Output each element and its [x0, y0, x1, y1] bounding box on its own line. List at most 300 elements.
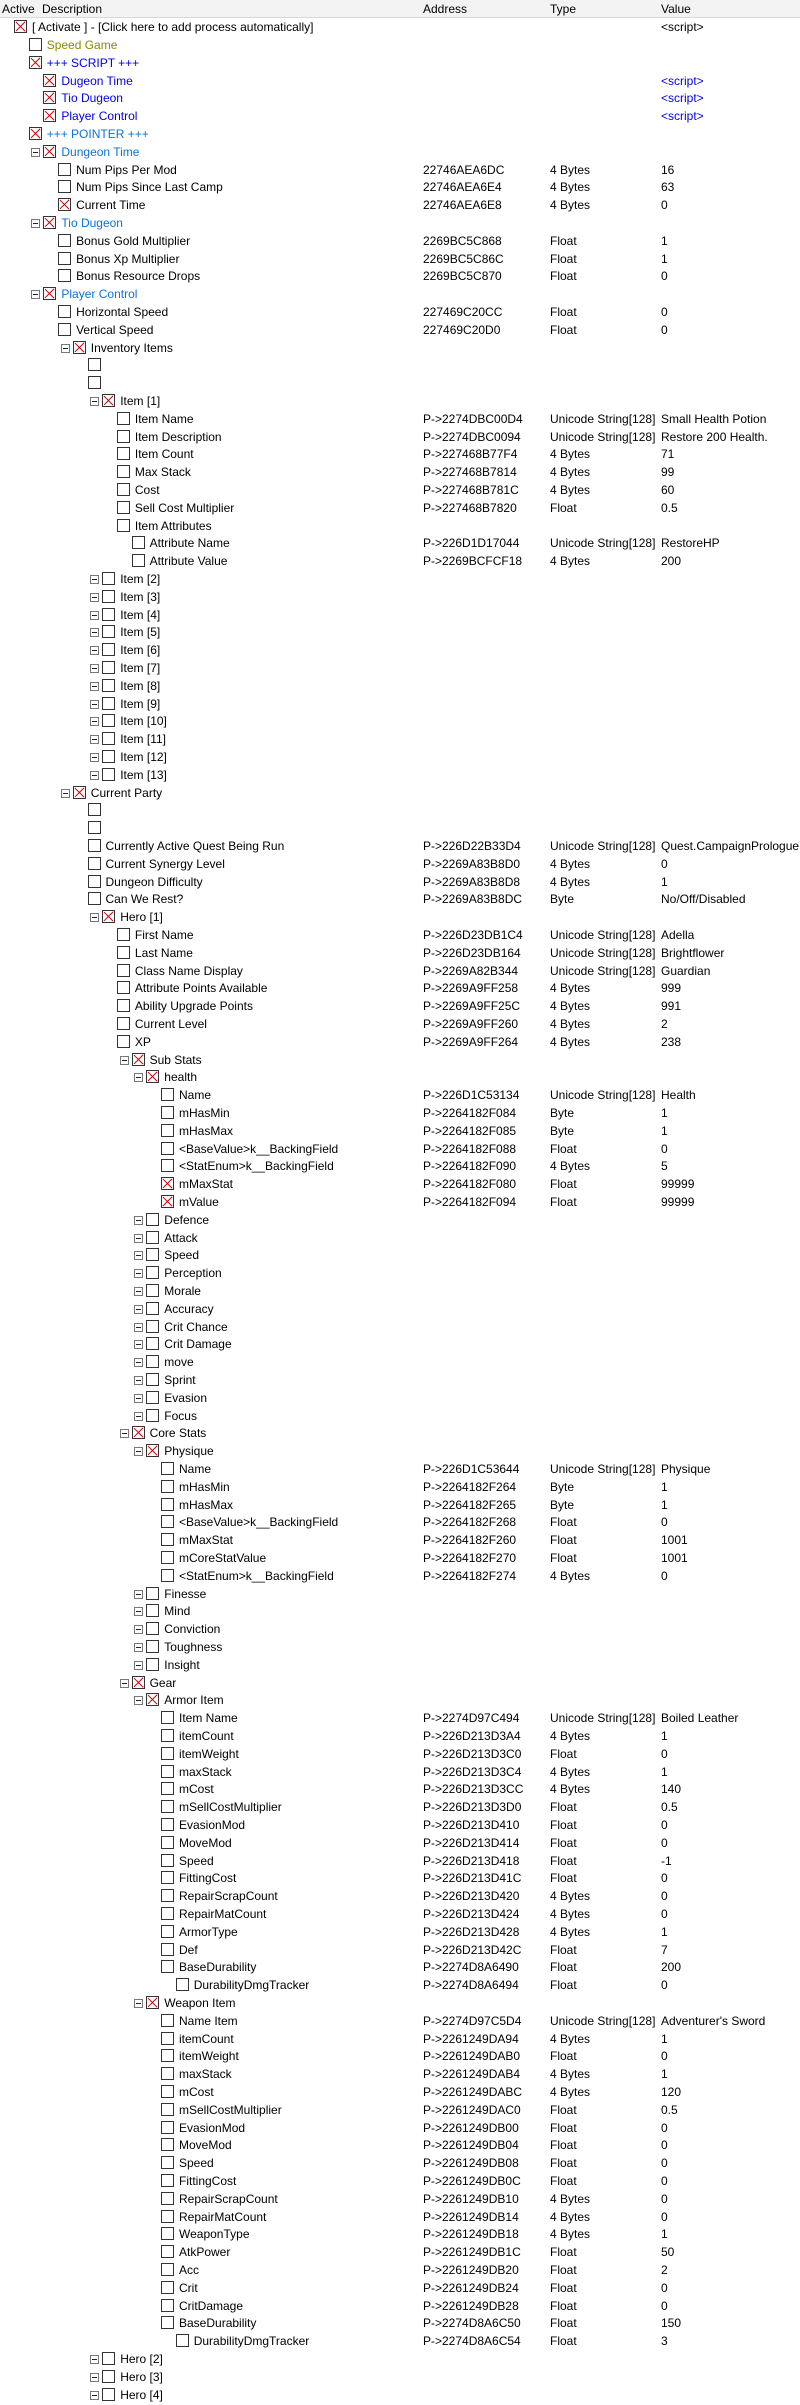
- active-checkbox[interactable]: [58, 163, 71, 176]
- row-value[interactable]: 0.5: [661, 500, 678, 515]
- active-checkbox[interactable]: [161, 1195, 174, 1208]
- table-row[interactable]: [0, 2208, 800, 2226]
- active-checkbox[interactable]: [161, 1836, 174, 1849]
- active-checkbox[interactable]: [88, 803, 101, 816]
- active-checkbox[interactable]: [102, 2352, 115, 2365]
- active-checkbox[interactable]: [146, 1213, 159, 1226]
- active-checkbox[interactable]: [161, 2014, 174, 2027]
- active-checkbox[interactable]: [117, 412, 130, 425]
- table-row[interactable]: [0, 659, 800, 677]
- collapse-icon[interactable]: [134, 1251, 143, 1260]
- table-row[interactable]: [0, 1709, 800, 1727]
- row-value[interactable]: 0: [661, 305, 668, 319]
- table-row[interactable]: [0, 339, 800, 357]
- row-value[interactable]: 99999: [661, 1177, 695, 1192]
- row-value[interactable]: Brightflower: [661, 945, 725, 960]
- row-value[interactable]: Restore 200 Health.: [661, 429, 768, 444]
- active-checkbox[interactable]: [88, 376, 101, 389]
- table-row[interactable]: [0, 819, 800, 837]
- active-checkbox[interactable]: [161, 2121, 174, 2134]
- row-value[interactable]: 1: [661, 251, 668, 266]
- collapse-icon[interactable]: [134, 1340, 143, 1349]
- column-description[interactable]: Description: [42, 2, 103, 16]
- row-value[interactable]: 1001: [661, 1551, 688, 1565]
- active-checkbox[interactable]: [102, 643, 115, 656]
- collapse-icon[interactable]: [134, 1643, 143, 1652]
- active-checkbox[interactable]: [161, 1106, 174, 1119]
- table-row[interactable]: [0, 1335, 800, 1353]
- column-value[interactable]: Value: [661, 2, 691, 16]
- table-row[interactable]: [0, 499, 800, 517]
- row-value[interactable]: Health: [661, 1088, 696, 1103]
- active-checkbox[interactable]: [161, 2138, 174, 2151]
- row-value[interactable]: 200: [661, 554, 682, 569]
- collapse-icon[interactable]: [90, 664, 99, 673]
- collapse-icon[interactable]: [134, 1447, 143, 1456]
- active-checkbox[interactable]: [117, 999, 130, 1012]
- row-value[interactable]: <script>: [661, 91, 704, 106]
- row-value[interactable]: 0: [661, 269, 668, 284]
- collapse-icon[interactable]: [31, 290, 40, 299]
- row-value[interactable]: 1: [661, 1106, 668, 1120]
- active-checkbox[interactable]: [146, 1640, 159, 1653]
- active-checkbox[interactable]: [161, 2032, 174, 2045]
- active-checkbox[interactable]: [58, 305, 71, 318]
- row-value[interactable]: 991: [661, 999, 682, 1014]
- collapse-icon[interactable]: [120, 1429, 129, 1438]
- active-checkbox[interactable]: [58, 269, 71, 282]
- table-row[interactable]: [0, 1175, 800, 1193]
- row-value[interactable]: 0: [661, 1835, 668, 1850]
- table-row[interactable]: [0, 2172, 800, 2190]
- active-checkbox[interactable]: [117, 964, 130, 977]
- active-checkbox[interactable]: [102, 661, 115, 674]
- active-checkbox[interactable]: [161, 1729, 174, 1742]
- table-row[interactable]: [0, 250, 800, 268]
- active-checkbox[interactable]: [102, 590, 115, 603]
- table-row[interactable]: [0, 1051, 800, 1069]
- row-value[interactable]: 1: [661, 1924, 668, 1939]
- active-checkbox[interactable]: [146, 1302, 159, 1315]
- row-value[interactable]: 1: [661, 1479, 668, 1494]
- table-row[interactable]: [0, 303, 800, 321]
- collapse-icon[interactable]: [134, 1394, 143, 1403]
- active-checkbox[interactable]: [161, 2085, 174, 2098]
- row-value[interactable]: 1: [661, 2067, 668, 2082]
- row-value[interactable]: 0: [661, 1978, 668, 1993]
- active-checkbox[interactable]: [161, 1818, 174, 1831]
- collapse-icon[interactable]: [90, 717, 99, 726]
- active-checkbox[interactable]: [161, 2299, 174, 2312]
- row-value[interactable]: 60: [661, 483, 675, 497]
- active-checkbox[interactable]: [132, 1426, 145, 1439]
- collapse-icon[interactable]: [134, 1696, 143, 1705]
- table-row[interactable]: [0, 1407, 800, 1425]
- row-value[interactable]: 99: [661, 465, 675, 480]
- active-checkbox[interactable]: [146, 1337, 159, 1350]
- row-value[interactable]: RestoreHP: [661, 536, 720, 551]
- row-value[interactable]: 2: [661, 1017, 668, 1031]
- collapse-icon[interactable]: [90, 2391, 99, 2400]
- row-value[interactable]: 16: [661, 162, 675, 177]
- active-checkbox[interactable]: [161, 2192, 174, 2205]
- table-row[interactable]: [0, 1264, 800, 1282]
- table-row[interactable]: [0, 1246, 800, 1264]
- active-checkbox[interactable]: [161, 2067, 174, 2080]
- table-row[interactable]: [0, 552, 800, 570]
- row-value[interactable]: 120: [661, 2085, 682, 2099]
- row-value[interactable]: 0: [661, 2138, 668, 2153]
- table-row[interactable]: [0, 2065, 800, 2083]
- collapse-icon[interactable]: [134, 1073, 143, 1082]
- collapse-icon[interactable]: [90, 397, 99, 406]
- table-row[interactable]: [0, 1068, 800, 1086]
- table-row[interactable]: [0, 766, 800, 784]
- active-checkbox[interactable]: [43, 216, 56, 229]
- table-row[interactable]: [0, 18, 800, 36]
- row-value[interactable]: -1: [661, 1853, 672, 1868]
- active-checkbox[interactable]: [161, 2245, 174, 2258]
- active-checkbox[interactable]: [146, 1444, 159, 1457]
- table-row[interactable]: [0, 2368, 800, 2386]
- table-row[interactable]: [0, 1478, 800, 1496]
- table-row[interactable]: [0, 1033, 800, 1051]
- active-checkbox[interactable]: [88, 857, 101, 870]
- row-value[interactable]: 0: [661, 2156, 668, 2171]
- active-checkbox[interactable]: [146, 1622, 159, 1635]
- table-row[interactable]: [0, 2012, 800, 2030]
- active-checkbox[interactable]: [161, 2103, 174, 2116]
- active-checkbox[interactable]: [146, 1373, 159, 1386]
- row-value[interactable]: 1: [661, 1729, 668, 1743]
- table-row[interactable]: [0, 2119, 800, 2137]
- table-row[interactable]: [0, 623, 800, 641]
- collapse-icon[interactable]: [90, 735, 99, 744]
- active-checkbox[interactable]: [161, 1800, 174, 1813]
- row-value[interactable]: <script>: [661, 109, 704, 124]
- collapse-icon[interactable]: [134, 1305, 143, 1314]
- active-checkbox[interactable]: [102, 625, 115, 638]
- table-row[interactable]: [0, 1994, 800, 2012]
- row-value[interactable]: Small Health Potion: [661, 411, 767, 426]
- table-row[interactable]: [0, 944, 800, 962]
- table-row[interactable]: [0, 1549, 800, 1567]
- table-row[interactable]: [0, 517, 800, 535]
- active-checkbox[interactable]: [161, 1088, 174, 1101]
- active-checkbox[interactable]: [161, 2281, 174, 2294]
- row-value[interactable]: 7: [661, 1942, 668, 1957]
- row-value[interactable]: 0: [661, 1746, 668, 1761]
- row-value[interactable]: 0: [661, 1568, 668, 1583]
- row-value[interactable]: 0: [661, 322, 668, 337]
- column-type[interactable]: Type: [550, 2, 577, 16]
- active-checkbox[interactable]: [117, 483, 130, 496]
- table-row[interactable]: [0, 1282, 800, 1300]
- row-value[interactable]: 0: [661, 856, 668, 871]
- table-row[interactable]: [0, 1585, 800, 1603]
- table-row[interactable]: [0, 2190, 800, 2208]
- table-row[interactable]: [0, 1780, 800, 1798]
- row-value[interactable]: No/Off/Disabled: [661, 892, 746, 907]
- row-value[interactable]: 1: [661, 1497, 668, 1512]
- active-checkbox[interactable]: [161, 1498, 174, 1511]
- table-row[interactable]: [0, 1620, 800, 1638]
- table-row[interactable]: [0, 2297, 800, 2315]
- active-checkbox[interactable]: [132, 1676, 145, 1689]
- active-checkbox[interactable]: [29, 38, 42, 51]
- active-checkbox[interactable]: [161, 2210, 174, 2223]
- active-checkbox[interactable]: [73, 786, 86, 799]
- table-row[interactable]: [0, 356, 800, 374]
- table-row[interactable]: [0, 1638, 800, 1656]
- collapse-icon[interactable]: [90, 2355, 99, 2364]
- active-checkbox[interactable]: [102, 2388, 115, 2401]
- active-checkbox[interactable]: [161, 2227, 174, 2240]
- active-checkbox[interactable]: [161, 2156, 174, 2169]
- row-value[interactable]: Physique: [661, 1462, 711, 1476]
- table-row[interactable]: [0, 997, 800, 1015]
- active-checkbox[interactable]: [102, 394, 115, 407]
- collapse-icon[interactable]: [90, 771, 99, 780]
- collapse-icon[interactable]: [134, 1323, 143, 1332]
- active-checkbox[interactable]: [102, 750, 115, 763]
- collapse-icon[interactable]: [134, 1999, 143, 2008]
- table-row[interactable]: [0, 1567, 800, 1585]
- table-row[interactable]: [0, 2386, 800, 2404]
- row-value[interactable]: 0: [661, 1141, 668, 1156]
- active-checkbox[interactable]: [161, 2049, 174, 2062]
- table-row[interactable]: [0, 392, 800, 410]
- collapse-icon[interactable]: [90, 682, 99, 691]
- row-value[interactable]: 238: [661, 1034, 682, 1049]
- collapse-icon[interactable]: [90, 593, 99, 602]
- table-row[interactable]: [0, 1496, 800, 1514]
- row-value[interactable]: 0: [661, 2174, 668, 2188]
- row-value[interactable]: Adventurer's Sword: [661, 2013, 766, 2028]
- table-row[interactable]: [0, 784, 800, 802]
- table-row[interactable]: [0, 1602, 800, 1620]
- active-checkbox[interactable]: [161, 1925, 174, 1938]
- active-checkbox[interactable]: [58, 234, 71, 247]
- active-checkbox[interactable]: [102, 910, 115, 923]
- table-row[interactable]: [0, 445, 800, 463]
- table-row[interactable]: [0, 1656, 800, 1674]
- table-row[interactable]: [0, 1941, 800, 1959]
- table-row[interactable]: [0, 926, 800, 944]
- active-checkbox[interactable]: [132, 554, 145, 567]
- table-row[interactable]: [0, 1816, 800, 1834]
- row-value[interactable]: 0: [661, 1907, 668, 1921]
- table-row[interactable]: [0, 1424, 800, 1442]
- table-row[interactable]: [0, 606, 800, 624]
- table-row[interactable]: [0, 463, 800, 481]
- collapse-icon[interactable]: [120, 1056, 129, 1065]
- active-checkbox[interactable]: [88, 358, 101, 371]
- table-row[interactable]: [0, 979, 800, 997]
- table-row[interactable]: [0, 1318, 800, 1336]
- table-row[interactable]: [0, 1727, 800, 1745]
- table-row[interactable]: [0, 2154, 800, 2172]
- collapse-icon[interactable]: [61, 789, 70, 798]
- active-checkbox[interactable]: [73, 341, 86, 354]
- active-checkbox[interactable]: [117, 465, 130, 478]
- table-row[interactable]: [0, 2332, 800, 2350]
- table-row[interactable]: [0, 428, 800, 446]
- active-checkbox[interactable]: [161, 1462, 174, 1475]
- table-row[interactable]: [0, 1122, 800, 1140]
- row-value[interactable]: 0: [661, 2049, 668, 2064]
- active-checkbox[interactable]: [14, 20, 27, 33]
- table-row[interactable]: [0, 908, 800, 926]
- table-row[interactable]: [0, 1976, 800, 1994]
- active-checkbox[interactable]: [117, 946, 130, 959]
- active-checkbox[interactable]: [146, 1693, 159, 1706]
- active-checkbox[interactable]: [29, 127, 42, 140]
- table-row[interactable]: [0, 2101, 800, 2119]
- row-value[interactable]: 999: [661, 981, 682, 996]
- active-checkbox[interactable]: [161, 1533, 174, 1546]
- table-row[interactable]: [0, 1211, 800, 1229]
- table-row[interactable]: [0, 2314, 800, 2332]
- table-row[interactable]: [0, 1389, 800, 1407]
- active-checkbox[interactable]: [117, 1035, 130, 1048]
- active-checkbox[interactable]: [132, 1053, 145, 1066]
- table-row[interactable]: [0, 873, 800, 891]
- table-row[interactable]: [0, 1442, 800, 1460]
- row-value[interactable]: 1001: [661, 1533, 688, 1548]
- active-checkbox[interactable]: [43, 287, 56, 300]
- collapse-icon[interactable]: [134, 1287, 143, 1296]
- active-checkbox[interactable]: [161, 2316, 174, 2329]
- row-value[interactable]: 0: [661, 1515, 668, 1530]
- collapse-icon[interactable]: [90, 575, 99, 584]
- table-row[interactable]: [0, 1086, 800, 1104]
- active-checkbox[interactable]: [102, 572, 115, 585]
- row-value[interactable]: 63: [661, 180, 675, 195]
- active-checkbox[interactable]: [146, 1231, 159, 1244]
- table-row[interactable]: [0, 1371, 800, 1389]
- table-row[interactable]: [0, 178, 800, 196]
- collapse-icon[interactable]: [90, 2373, 99, 2382]
- row-value[interactable]: 0.5: [661, 1800, 678, 1815]
- row-value[interactable]: 0: [661, 2280, 668, 2295]
- table-row[interactable]: [0, 214, 800, 232]
- table-row[interactable]: [0, 837, 800, 855]
- active-checkbox[interactable]: [146, 1266, 159, 1279]
- collapse-icon[interactable]: [90, 913, 99, 922]
- active-checkbox[interactable]: [161, 1124, 174, 1137]
- row-value[interactable]: 0: [661, 1889, 668, 1904]
- active-checkbox[interactable]: [146, 1284, 159, 1297]
- row-value[interactable]: 0: [661, 1818, 668, 1832]
- collapse-icon[interactable]: [134, 1625, 143, 1634]
- active-checkbox[interactable]: [146, 1320, 159, 1333]
- table-row[interactable]: [0, 1887, 800, 1905]
- table-row[interactable]: [0, 588, 800, 606]
- active-checkbox[interactable]: [161, 1943, 174, 1956]
- row-value[interactable]: 99999: [661, 1195, 695, 1209]
- column-address[interactable]: Address: [423, 2, 468, 16]
- active-checkbox[interactable]: [58, 198, 71, 211]
- active-checkbox[interactable]: [146, 1587, 159, 1600]
- row-value[interactable]: 150: [661, 2316, 682, 2331]
- row-value[interactable]: 0.5: [661, 2102, 678, 2117]
- active-checkbox[interactable]: [58, 323, 71, 336]
- table-row[interactable]: [0, 267, 800, 285]
- active-checkbox[interactable]: [161, 1480, 174, 1493]
- table-row[interactable]: [0, 570, 800, 588]
- active-checkbox[interactable]: [117, 928, 130, 941]
- table-row[interactable]: [0, 1958, 800, 1976]
- row-value[interactable]: 0: [661, 2209, 668, 2224]
- table-row[interactable]: [0, 1798, 800, 1816]
- active-checkbox[interactable]: [102, 2370, 115, 2383]
- row-value[interactable]: Quest.CampaignPrologue: [661, 839, 800, 853]
- table-row[interactable]: [0, 2047, 800, 2065]
- active-checkbox[interactable]: [58, 252, 71, 265]
- active-checkbox[interactable]: [146, 1996, 159, 2009]
- active-checkbox[interactable]: [102, 679, 115, 692]
- table-row[interactable]: [0, 748, 800, 766]
- active-checkbox[interactable]: [88, 839, 101, 852]
- row-value[interactable]: <script>: [661, 20, 704, 35]
- row-value[interactable]: 0: [661, 2120, 668, 2135]
- table-row[interactable]: [0, 1460, 800, 1478]
- active-checkbox[interactable]: [161, 1551, 174, 1564]
- table-row[interactable]: [0, 1353, 800, 1371]
- table-row[interactable]: [0, 374, 800, 392]
- active-checkbox[interactable]: [29, 56, 42, 69]
- collapse-icon[interactable]: [134, 1269, 143, 1278]
- table-row[interactable]: [0, 1015, 800, 1033]
- row-value[interactable]: 1: [661, 874, 668, 889]
- table-row[interactable]: [0, 1513, 800, 1531]
- active-checkbox[interactable]: [117, 519, 130, 532]
- active-checkbox[interactable]: [43, 74, 56, 87]
- table-row[interactable]: [0, 2030, 800, 2048]
- row-value[interactable]: 200: [661, 1960, 682, 1975]
- table-row[interactable]: [0, 321, 800, 339]
- table-row[interactable]: [0, 1852, 800, 1870]
- table-row[interactable]: [0, 161, 800, 179]
- table-row[interactable]: [0, 36, 800, 54]
- table-row[interactable]: [0, 2279, 800, 2297]
- table-row[interactable]: [0, 1691, 800, 1709]
- active-checkbox[interactable]: [146, 1658, 159, 1671]
- active-checkbox[interactable]: [161, 2174, 174, 2187]
- row-value[interactable]: 5: [661, 1159, 668, 1174]
- active-checkbox[interactable]: [161, 1871, 174, 1884]
- collapse-icon[interactable]: [61, 344, 70, 353]
- table-row[interactable]: [0, 125, 800, 143]
- active-checkbox[interactable]: [43, 109, 56, 122]
- table-row[interactable]: [0, 1905, 800, 1923]
- table-row[interactable]: [0, 410, 800, 428]
- active-checkbox[interactable]: [43, 145, 56, 158]
- table-row[interactable]: [0, 232, 800, 250]
- table-row[interactable]: [0, 1923, 800, 1941]
- active-checkbox[interactable]: [161, 1854, 174, 1867]
- table-row[interactable]: [0, 1300, 800, 1318]
- collapse-icon[interactable]: [134, 1590, 143, 1599]
- active-checkbox[interactable]: [176, 1978, 189, 1991]
- active-checkbox[interactable]: [161, 1177, 174, 1190]
- collapse-icon[interactable]: [134, 1376, 143, 1385]
- active-checkbox[interactable]: [102, 732, 115, 745]
- active-checkbox[interactable]: [161, 1747, 174, 1760]
- collapse-icon[interactable]: [134, 1358, 143, 1367]
- active-checkbox[interactable]: [146, 1248, 159, 1261]
